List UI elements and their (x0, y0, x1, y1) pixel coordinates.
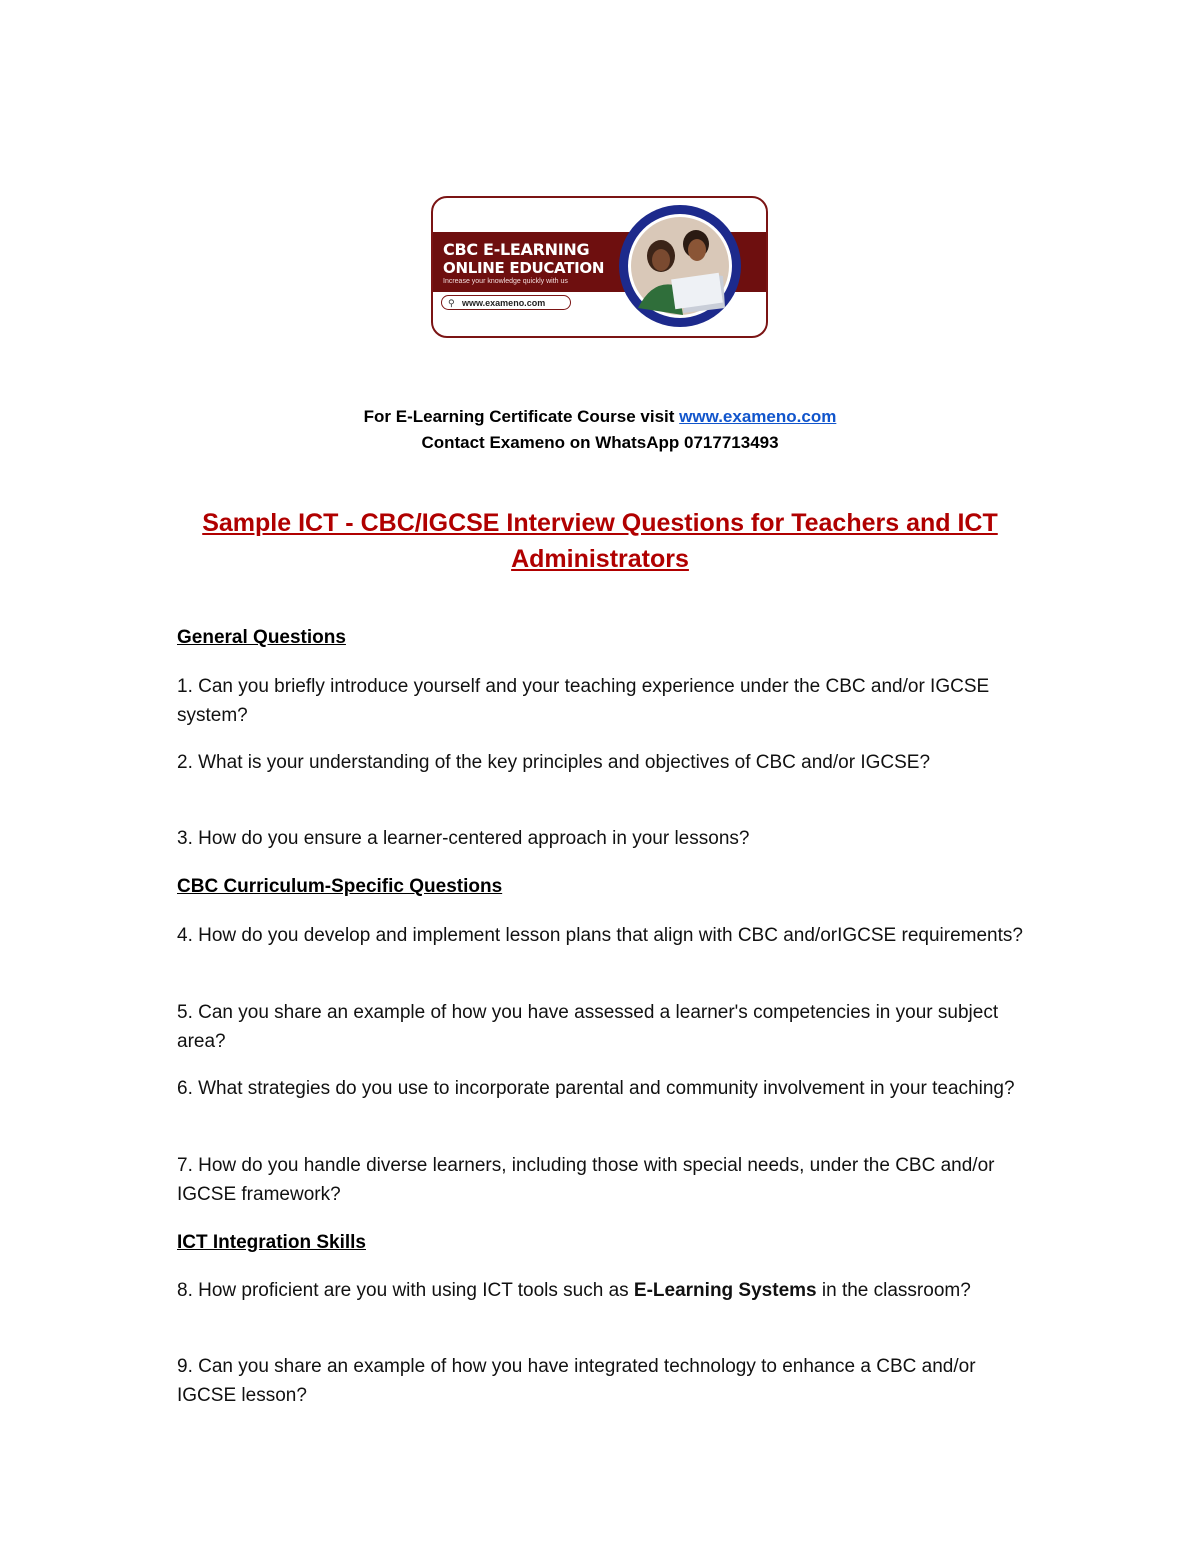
search-icon: ⚲ (448, 298, 455, 308)
exameno-website-link[interactable]: www.exameno.com (679, 407, 837, 426)
course-visit-text: For E-Learning Certificate Course visit (363, 407, 680, 426)
question-8 (177, 1277, 1037, 1306)
question-8-emphasis: E-Learning Systems (633, 1280, 817, 1301)
question-8-prefix: 8. How proficient are you with using ICT tools such as (177, 1280, 634, 1301)
section-heading-ict: ICT Integration Skills (177, 1232, 366, 1253)
banner-title-line2: ONLINE EDUCATION (443, 259, 605, 277)
question-9: 9. Can you share an example of how you have integrated technology to enhance a CBC and/or IGCSE lesson? (177, 1356, 976, 1406)
whatsapp-contact-line: Contact Exameno on WhatsApp 0717713493 (421, 433, 779, 452)
question-7: 7. How do you handle diverse learners, including those with special needs, under the CBC and/or IGCSE framework? (177, 1155, 995, 1205)
question-6: 6. What strategies do you use to incorporate parental and community involvement in your teaching? (177, 1078, 1015, 1099)
question-4: 4. How do you develop and implement lesson plans that align with CBC and/orIGCSE requirements? (177, 925, 1023, 946)
banner-url-text: www.exameno.com (462, 298, 546, 308)
question-3: 3. How do you ensure a learner-centered approach in your lessons? (177, 828, 750, 849)
question-1: 1. Can you briefly introduce yourself and your teaching experience under the CBC and/or IGCSE system? (177, 676, 990, 726)
banner-title-line1: CBC E-LEARNING (443, 240, 590, 259)
banner-tagline: Increase your knowledge quickly with us (443, 278, 568, 285)
section-heading-cbc: CBC Curriculum-Specific Questions (177, 876, 503, 897)
question-2: 2. What is your understanding of the key principles and objectives of CBC and/or IGCSE? (177, 752, 931, 773)
question-5: 5. Can you share an example of how you have assessed a learner's competencies in your subject area? (177, 1002, 999, 1052)
document-title: Sample ICT - CBC/IGCSE Interview Questions for Teachers and ICT Administrators (202, 509, 998, 573)
banner-url-pill (441, 295, 571, 310)
question-8-suffix: in the classroom? (816, 1280, 971, 1301)
course-visit-line (0, 407, 1200, 427)
section-heading-general: General Questions (177, 627, 346, 648)
exameno-banner-logo (431, 196, 768, 338)
